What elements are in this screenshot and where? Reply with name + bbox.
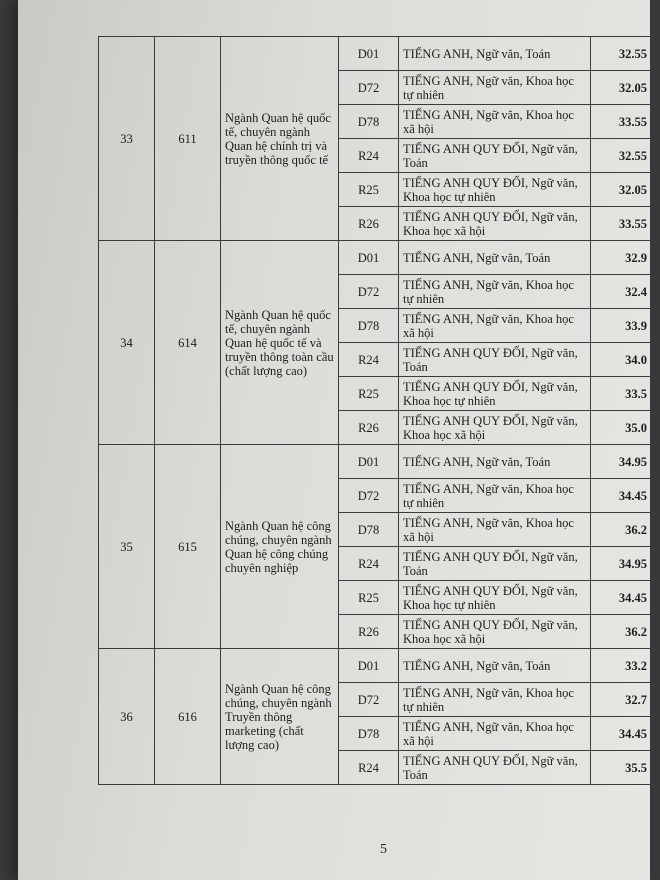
table-row xyxy=(99,445,652,479)
cutoff-score: 32.7 xyxy=(591,683,652,717)
subject-block-code: D01 xyxy=(339,445,399,479)
program-code: 615 xyxy=(155,445,221,649)
subject-combination: TIẾNG ANH QUY ĐỔI, Ngữ văn, Khoa học tự nhiên xyxy=(399,377,591,411)
program-index: 36 xyxy=(99,649,155,785)
subject-combination: TIẾNG ANH QUY ĐỔI, Ngữ văn, Toán xyxy=(399,547,591,581)
subject-combination: TIẾNG ANH, Ngữ văn, Toán xyxy=(399,649,591,683)
subject-combination: TIẾNG ANH QUY ĐỔI, Ngữ văn, Khoa học xã hội xyxy=(399,615,591,649)
program-code: 614 xyxy=(155,241,221,445)
subject-combination: TIẾNG ANH, Ngữ văn, Khoa học tự nhiên xyxy=(399,479,591,513)
subject-combination: TIẾNG ANH, Ngữ văn, Khoa học xã hội xyxy=(399,717,591,751)
program-major: Ngành Quan hệ quốc tế, chuyên ngành Quan hệ chính trị và truyền thông quốc tế xyxy=(221,37,339,241)
cutoff-score: 34.45 xyxy=(591,717,652,751)
subject-combination: TIẾNG ANH, Ngữ văn, Khoa học tự nhiên xyxy=(399,683,591,717)
admission-scores-table xyxy=(98,36,652,785)
subject-block-code: D01 xyxy=(339,37,399,71)
subject-block-code: R25 xyxy=(339,173,399,207)
subject-combination: TIẾNG ANH QUY ĐỔI, Ngữ văn, Khoa học tự nhiên xyxy=(399,173,591,207)
cutoff-score: 34.95 xyxy=(591,547,652,581)
cutoff-score: 34.95 xyxy=(591,445,652,479)
page-number: 5 xyxy=(380,842,387,857)
table-row xyxy=(99,37,652,71)
cutoff-score: 34.45 xyxy=(591,479,652,513)
subject-combination: TIẾNG ANH, Ngữ văn, Toán xyxy=(399,241,591,275)
cutoff-score: 32.4 xyxy=(591,275,652,309)
subject-block-code: R25 xyxy=(339,581,399,615)
subject-block-code: D01 xyxy=(339,241,399,275)
document-page xyxy=(18,0,650,880)
cutoff-score: 32.55 xyxy=(591,37,652,71)
cutoff-score: 36.2 xyxy=(591,513,652,547)
subject-block-code: D78 xyxy=(339,717,399,751)
subject-block-code: D78 xyxy=(339,105,399,139)
program-code: 616 xyxy=(155,649,221,785)
cutoff-score: 32.9 xyxy=(591,241,652,275)
subject-block-code: R26 xyxy=(339,411,399,445)
cutoff-score: 34.45 xyxy=(591,581,652,615)
subject-combination: TIẾNG ANH, Ngữ văn, Khoa học xã hội xyxy=(399,513,591,547)
subject-combination: TIẾNG ANH, Ngữ văn, Toán xyxy=(399,445,591,479)
subject-block-code: D78 xyxy=(339,513,399,547)
cutoff-score: 36.2 xyxy=(591,615,652,649)
subject-combination: TIẾNG ANH QUY ĐỔI, Ngữ văn, Khoa học xã hội xyxy=(399,207,591,241)
subject-combination: TIẾNG ANH QUY ĐỔI, Ngữ văn, Toán xyxy=(399,751,591,785)
subject-block-code: R24 xyxy=(339,343,399,377)
table-row xyxy=(99,649,652,683)
subject-block-code: R24 xyxy=(339,751,399,785)
subject-block-code: D01 xyxy=(339,649,399,683)
subject-combination: TIẾNG ANH QUY ĐỔI, Ngữ văn, Khoa học xã hội xyxy=(399,411,591,445)
subject-combination: TIẾNG ANH, Ngữ văn, Khoa học tự nhiên xyxy=(399,275,591,309)
program-index: 33 xyxy=(99,37,155,241)
program-major: Ngành Quan hệ quốc tế, chuyên ngành Quan hệ quốc tế và truyền thông toàn cầu (chất lượng cao) xyxy=(221,241,339,445)
subject-combination: TIẾNG ANH, Ngữ văn, Toán xyxy=(399,37,591,71)
subject-block-code: R26 xyxy=(339,207,399,241)
subject-block-code: R24 xyxy=(339,547,399,581)
subject-block-code: D72 xyxy=(339,71,399,105)
cutoff-score: 33.9 xyxy=(591,309,652,343)
subject-combination: TIẾNG ANH, Ngữ văn, Khoa học xã hội xyxy=(399,309,591,343)
subject-block-code: D72 xyxy=(339,479,399,513)
cutoff-score: 35.0 xyxy=(591,411,652,445)
subject-block-code: R25 xyxy=(339,377,399,411)
subject-combination: TIẾNG ANH, Ngữ văn, Khoa học tự nhiên xyxy=(399,71,591,105)
cutoff-score: 32.55 xyxy=(591,139,652,173)
cutoff-score: 32.05 xyxy=(591,71,652,105)
subject-block-code: D72 xyxy=(339,275,399,309)
subject-combination: TIẾNG ANH, Ngữ văn, Khoa học xã hội xyxy=(399,105,591,139)
program-major: Ngành Quan hệ công chúng, chuyên ngành Truyền thông marketing (chất lượng cao) xyxy=(221,649,339,785)
table-row xyxy=(99,241,652,275)
subject-block-code: R26 xyxy=(339,615,399,649)
cutoff-score: 33.55 xyxy=(591,105,652,139)
program-code: 611 xyxy=(155,37,221,241)
program-index: 34 xyxy=(99,241,155,445)
cutoff-score: 35.5 xyxy=(591,751,652,785)
subject-combination: TIẾNG ANH QUY ĐỔI, Ngữ văn, Toán xyxy=(399,343,591,377)
subject-block-code: R24 xyxy=(339,139,399,173)
subject-block-code: D72 xyxy=(339,683,399,717)
subject-combination: TIẾNG ANH QUY ĐỔI, Ngữ văn, Toán xyxy=(399,139,591,173)
cutoff-score: 34.0 xyxy=(591,343,652,377)
cutoff-score: 33.2 xyxy=(591,649,652,683)
cutoff-score: 33.5 xyxy=(591,377,652,411)
subject-block-code: D78 xyxy=(339,309,399,343)
program-major: Ngành Quan hệ công chúng, chuyên ngành Quan hệ công chúng chuyên nghiệp xyxy=(221,445,339,649)
subject-combination: TIẾNG ANH QUY ĐỔI, Ngữ văn, Khoa học tự nhiên xyxy=(399,581,591,615)
cutoff-score: 32.05 xyxy=(591,173,652,207)
cutoff-score: 33.55 xyxy=(591,207,652,241)
program-index: 35 xyxy=(99,445,155,649)
